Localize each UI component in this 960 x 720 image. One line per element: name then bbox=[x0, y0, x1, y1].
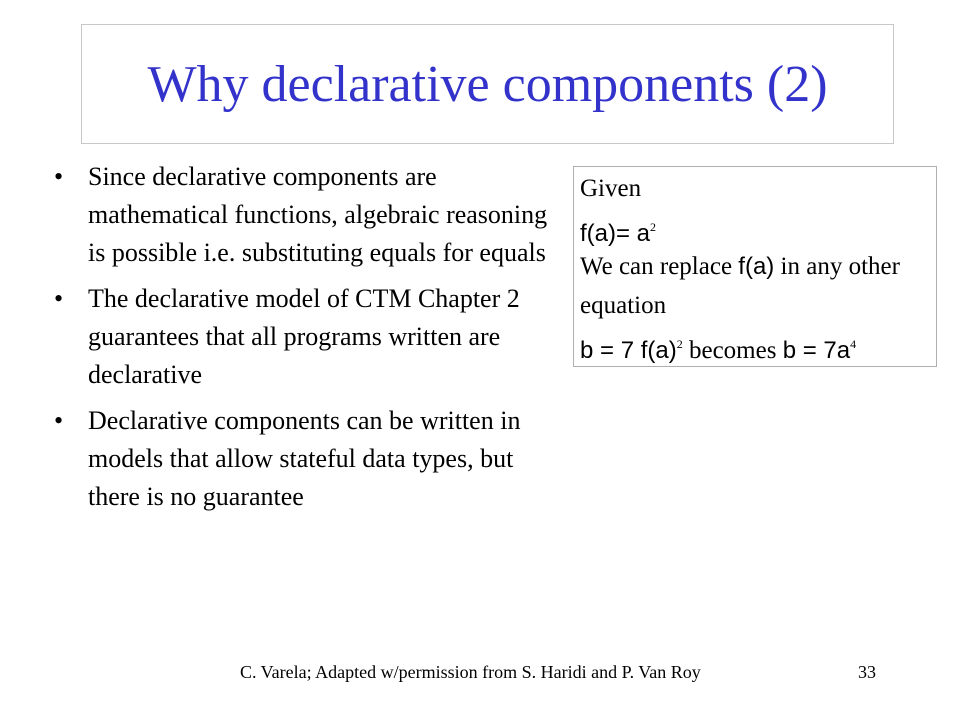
math-given: Given bbox=[580, 175, 642, 202]
math-equation: equation bbox=[580, 292, 667, 319]
page-number: 33 bbox=[858, 662, 876, 682]
math-replace-pre: We can replace bbox=[580, 253, 739, 280]
math-exp4: 4 bbox=[850, 337, 857, 351]
math-line-given bbox=[580, 169, 930, 208]
math-becomes: becomes bbox=[682, 337, 783, 364]
math-sq: 2 bbox=[650, 220, 657, 234]
bullet-dot: • bbox=[54, 162, 64, 191]
math-line-definition bbox=[580, 208, 930, 247]
math-replace-fa: f(a) bbox=[738, 253, 775, 280]
math-replace-post: in any other bbox=[774, 253, 900, 280]
bullet-text: The declarative model of CTM Chapter 2 guarantees that all programs written are declarative bbox=[88, 284, 520, 389]
bullet-dot: • bbox=[54, 284, 64, 313]
bullet-dot: • bbox=[54, 406, 64, 435]
math-b-eq2: b = 7a bbox=[782, 337, 851, 364]
math-fa: f(a) bbox=[580, 220, 616, 247]
math-line-replace bbox=[580, 247, 930, 286]
math-line-equation bbox=[580, 286, 930, 325]
bullet-item bbox=[50, 158, 560, 272]
math-example-box bbox=[573, 166, 937, 367]
slide-title: Why declarative components (2) bbox=[147, 55, 828, 113]
math-b-eq: b = 7 f(a) bbox=[580, 337, 677, 364]
bullet-text: Since declarative components are mathematical functions, algebraic reasoning is possible i.e. substituting equals for equals bbox=[88, 162, 548, 267]
bullet-item bbox=[50, 402, 560, 516]
math-line-becomes bbox=[580, 325, 930, 364]
math-eq: = a bbox=[616, 220, 651, 247]
bullet-text: Declarative components can be written in models that allow stateful data types, but there is no guarantee bbox=[88, 406, 521, 511]
bullet-item bbox=[50, 280, 560, 394]
slide-footer: C. Varela; Adapted w/permission from S. Haridi and P. Van Roy bbox=[240, 662, 701, 682]
title-box bbox=[81, 24, 894, 144]
bullet-list bbox=[50, 158, 560, 524]
math-b-sq: 2 bbox=[676, 337, 683, 351]
